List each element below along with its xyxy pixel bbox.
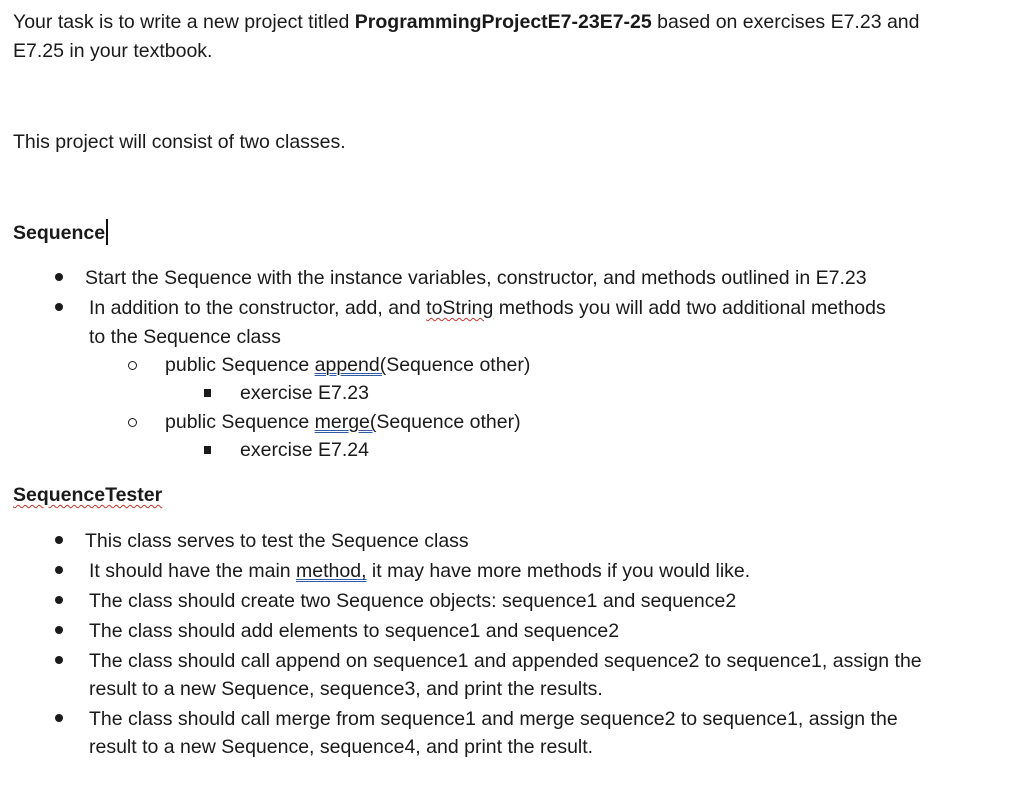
tester-bullet-1: This class serves to test the Sequence class — [85, 530, 469, 552]
sequence-heading[interactable] — [13, 219, 108, 245]
tester-bullet-6-line-1: The class should call merge from sequence1 and merge sequence2 to sequence1, assign the — [89, 708, 898, 730]
tester-bullet-5-line-2: result to a new Sequence, sequence3, and print the results. — [89, 678, 603, 700]
bullet-dot-icon — [55, 596, 63, 604]
sequence-heading-text: Sequence — [13, 222, 106, 244]
bullet-square-icon — [204, 389, 211, 397]
spelling-flag-sequencetester[interactable]: SequenceTester — [13, 484, 163, 506]
bullet-dot-icon — [55, 303, 63, 311]
sequence-bullet-2-line-1 — [89, 296, 886, 320]
intro-line-1 — [13, 10, 920, 34]
method-merge — [165, 410, 521, 434]
tester-bullet-5-line-1: The class should call append on sequence1 and appended sequence2 to sequence1, assign the — [89, 650, 922, 672]
tester-heading — [13, 483, 162, 507]
grammar-flag-method[interactable]: method, — [296, 560, 367, 582]
tester-bullet-2 — [89, 559, 750, 583]
b2-prefix: It should have the main — [89, 560, 297, 582]
bullet-dot-icon — [55, 626, 63, 634]
sequence-bullet-1: Start the Sequence with the instance variables, constructor, and methods outlined in E7.23 — [85, 267, 867, 289]
intro-suffix: based on exercises E7.23 and — [651, 11, 920, 33]
bullet-square-icon — [204, 446, 211, 454]
method-append — [165, 353, 530, 377]
method-merge-exercise: exercise E7.24 — [240, 439, 369, 461]
tester-bullet-3: The class should create two Sequence objects: sequence1 and sequence2 — [89, 590, 737, 612]
intro-prefix: Your task is to write a new project titled — [13, 11, 355, 33]
bullet-dot-icon — [55, 536, 63, 544]
method1-suffix: Sequence other) — [386, 354, 531, 376]
bullet-circle-icon — [128, 361, 137, 370]
grammar-flag-append[interactable]: append( — [314, 354, 387, 376]
method1-prefix: public Sequence — [165, 354, 315, 376]
bullet-dot-icon — [55, 656, 63, 664]
bullet-circle-icon — [128, 418, 137, 427]
grammar-flag-merge[interactable]: merge( — [314, 411, 377, 433]
b2-suffix: it may have more methods if you would like. — [366, 560, 751, 582]
tester-bullet-6-line-2: result to a new Sequence, sequence4, and print the result. — [89, 736, 594, 758]
consist-paragraph: This project will consist of two classes. — [13, 131, 346, 153]
bullet2-suffix: methods you will add two additional methods — [493, 297, 886, 319]
bullet-dot-icon — [55, 273, 63, 281]
method2-suffix: Sequence other) — [376, 411, 521, 433]
bullet2-prefix: In addition to the constructor, add, and — [89, 297, 427, 319]
intro-line-2: E7.25 in your textbook. — [13, 40, 213, 62]
method-append-exercise: exercise E7.23 — [240, 382, 369, 404]
tester-bullet-4: The class should add elements to sequence1 and sequence2 — [89, 620, 620, 642]
bullet-dot-icon — [55, 714, 63, 722]
spelling-flag-tostring[interactable]: toString — [426, 297, 494, 319]
project-title: ProgrammingProjectE7-23E7-25 — [354, 11, 652, 33]
text-cursor — [106, 219, 108, 245]
sequence-bullet-2-line-2: to the Sequence class — [89, 326, 281, 348]
method2-prefix: public Sequence — [165, 411, 315, 433]
bullet-dot-icon — [55, 566, 63, 574]
